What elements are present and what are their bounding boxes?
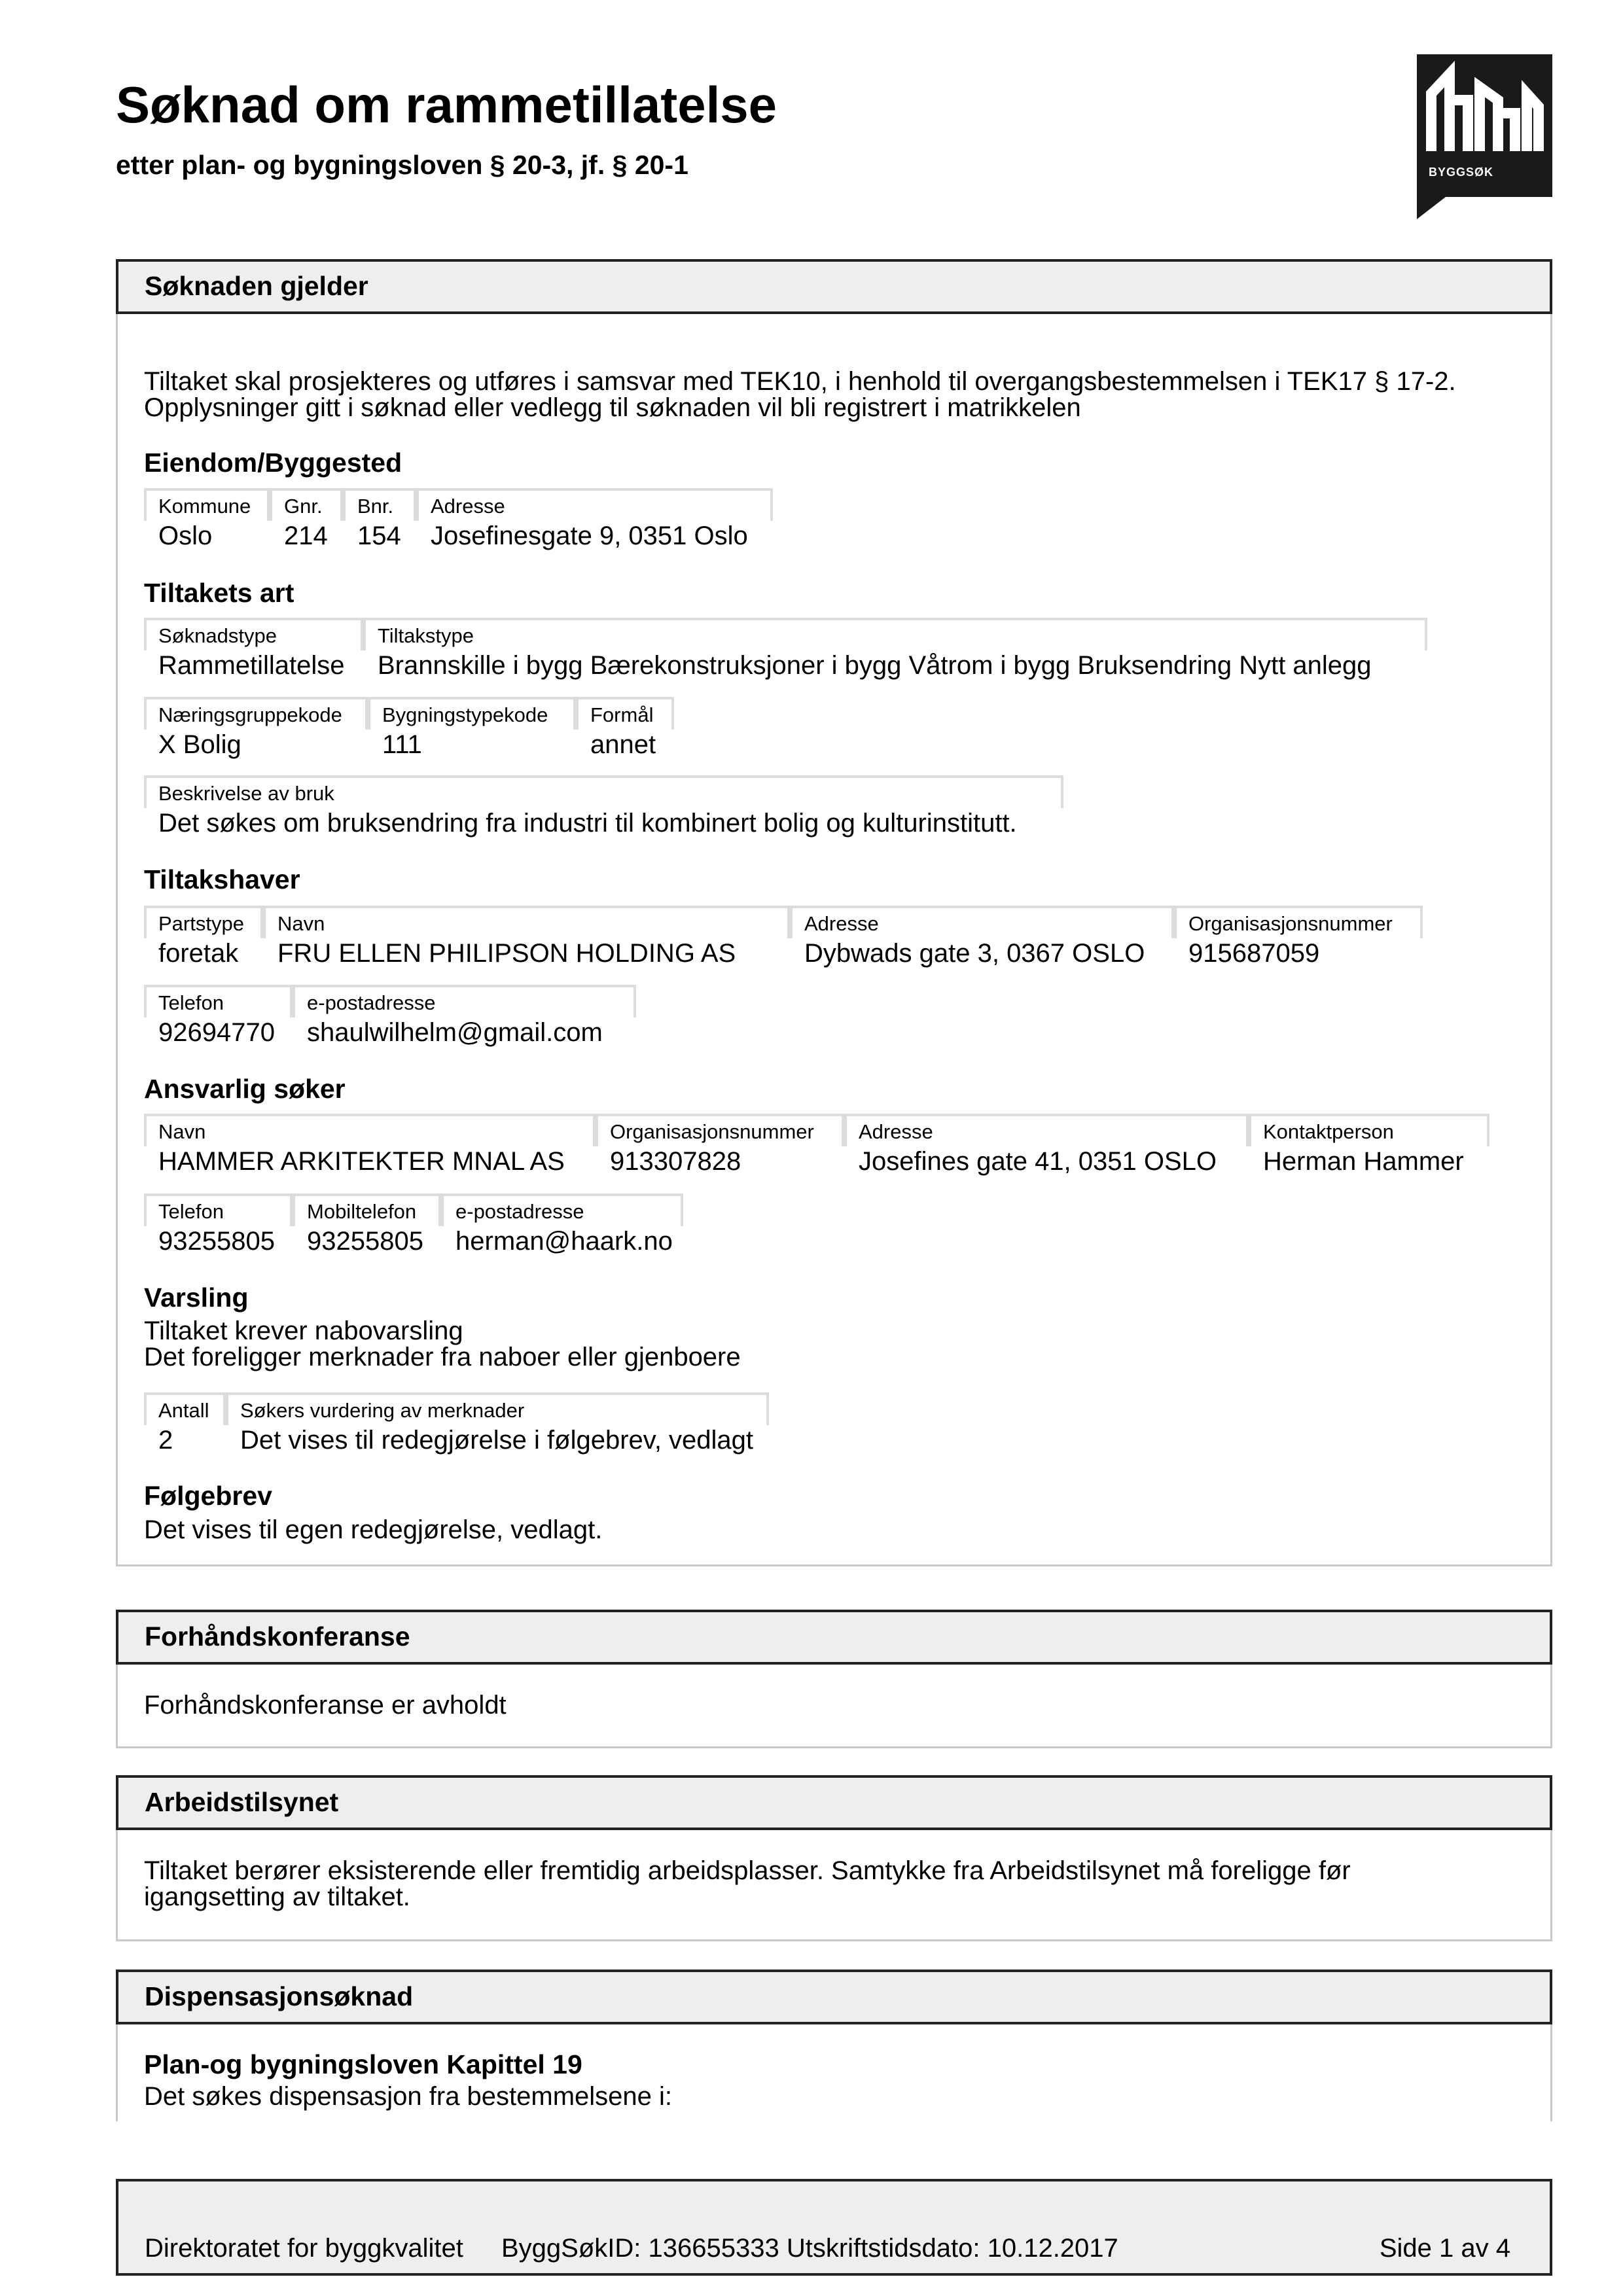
building-logo-icon: [1417, 54, 1552, 159]
as-epost-value: herman@haark.no: [455, 1227, 673, 1256]
eiendom-heading: Eiendom/Byggested: [144, 448, 402, 478]
section-header: [116, 1969, 1552, 2024]
as-epost-field: [441, 1193, 683, 1226]
gnr-field: [270, 488, 343, 521]
beskrivelse-value: Det søkes om bruksendring fra industri til kombinert bolig og kulturinstitutt.: [158, 809, 1017, 838]
logo-tab: [1417, 197, 1446, 219]
vurdering-value: Det vises til redegjørelse i følgebrev, vedlagt: [240, 1426, 754, 1455]
intro-line-1: Tiltaket skal prosjekteres og utføres i samsvar med TEK10, i henhold til overgangsbestemmelsen i TEK17 § 17-2.: [144, 367, 1456, 396]
as-kontakt-field: [1249, 1114, 1489, 1146]
tiltakstype-value: Brannskille i bygg Bærekonstruksjoner i bygg Våtrom i bygg Bruksendring Nytt anlegg: [378, 651, 1372, 680]
varsling-heading: Varsling: [144, 1282, 249, 1313]
naering-value: X Bolig: [158, 730, 241, 759]
section-heading: Dispensasjonsøknad: [145, 1981, 414, 2011]
th-telefon-field: [144, 985, 293, 1017]
as-mobil-field: [293, 1193, 441, 1226]
as-mobil-value: 93255805: [307, 1227, 423, 1256]
formal-value: annet: [590, 730, 656, 759]
as-adresse-value: Josefines gate 41, 0351 OSLO: [859, 1147, 1217, 1176]
as-orgnr-label: Organisasjonsnummer: [610, 1120, 814, 1143]
forhandskonferanse-text: Forhåndskonferanse er avholdt: [144, 1691, 507, 1720]
as-navn-field: [144, 1114, 596, 1146]
partstype-value: foretak: [158, 939, 239, 968]
soknadstype-field: [144, 618, 363, 650]
varsling-line-2: Det foreligger merknader fra naboer eller gjenboere: [144, 1343, 741, 1371]
section-heading: Arbeidstilsynet: [145, 1787, 339, 1817]
section-header: [116, 1775, 1552, 1830]
vurdering-label: Søkers vurdering av merknader: [240, 1399, 525, 1422]
bnr-label: Bnr.: [357, 495, 394, 518]
bnr-value: 154: [357, 521, 401, 550]
folgebrev-text: Det vises til egen redegjørelse, vedlagt.: [144, 1515, 603, 1544]
bygningstype-value: 111: [382, 730, 422, 759]
th-orgnr-field: [1174, 906, 1423, 938]
as-mobil-label: Mobiltelefon: [307, 1200, 417, 1223]
as-navn-label: Navn: [158, 1120, 206, 1143]
page-title: Søknad om rammetillatelse: [116, 76, 777, 133]
as-kontakt-label: Kontaktperson: [1263, 1120, 1394, 1143]
th-epost-label: e-postadresse: [307, 991, 436, 1014]
th-telefon-value: 92694770: [158, 1018, 275, 1047]
as-telefon-field: [144, 1193, 293, 1226]
section-header: [116, 1610, 1552, 1665]
section-header: [116, 259, 1552, 314]
footer-page: Side 1 av 4: [1379, 2234, 1510, 2263]
adresse-value: Josefinesgate 9, 0351 Oslo: [431, 521, 748, 550]
as-adresse-label: Adresse: [859, 1120, 933, 1143]
beskrivelse-label: Beskrivelse av bruk: [158, 782, 334, 805]
th-epost-value: shaulwilhelm@gmail.com: [307, 1018, 603, 1047]
as-epost-label: e-postadresse: [455, 1200, 584, 1223]
page-subtitle: etter plan- og bygningsloven § 20-3, jf. § 20-1: [116, 150, 688, 180]
tiltakstype-label: Tiltakstype: [378, 624, 474, 647]
naering-label: Næringsgruppekode: [158, 703, 342, 726]
page-footer: [116, 2179, 1552, 2276]
th-navn-label: Navn: [277, 912, 325, 935]
tiltakstype-field: [363, 618, 1427, 650]
tiltakshaver-heading: Tiltakshaver: [144, 864, 300, 894]
vurdering-field: [226, 1392, 769, 1425]
tiltakets-art-heading: Tiltakets art: [144, 578, 294, 608]
ansvarlig-heading: Ansvarlig søker: [144, 1074, 346, 1104]
section-dispensasjon: [116, 1969, 1552, 2121]
byggsok-logo: [1417, 54, 1552, 197]
logo-text: BYGGSØK: [1429, 166, 1494, 179]
as-orgnr-field: [596, 1114, 844, 1146]
antall-label: Antall: [158, 1399, 209, 1422]
partstype-label: Partstype: [158, 912, 244, 935]
th-orgnr-value: 915687059: [1188, 939, 1320, 968]
arbeidstilsynet-line-2: igangsetting av tiltaket.: [144, 1882, 410, 1911]
as-kontakt-value: Herman Hammer: [1263, 1147, 1464, 1176]
partstype-field: [144, 906, 263, 938]
as-telefon-value: 93255805: [158, 1227, 275, 1256]
as-telefon-label: Telefon: [158, 1200, 224, 1223]
formal-field: [576, 697, 674, 730]
footer-org: Direktoratet for byggkvalitet: [145, 2234, 463, 2263]
th-telefon-label: Telefon: [158, 991, 224, 1014]
arbeidstilsynet-line-1: Tiltaket berører eksisterende eller fremtidig arbeidsplasser. Samtykke fra Arbeidstilsynet må foreligge før: [144, 1856, 1351, 1885]
bnr-field: [343, 488, 416, 521]
antall-value: 2: [158, 1426, 173, 1455]
th-epost-field: [293, 985, 636, 1017]
section-forhandskonferanse: [116, 1610, 1552, 1748]
as-adresse-field: [844, 1114, 1249, 1146]
gnr-label: Gnr.: [284, 495, 323, 518]
section-heading: Søknaden gjelder: [145, 271, 368, 301]
as-orgnr-value: 913307828: [610, 1147, 741, 1176]
varsling-line-1: Tiltaket krever nabovarsling: [144, 1316, 463, 1345]
dispensasjon-subheading: Plan-og bygningsloven Kapittel 19: [144, 2049, 582, 2079]
bygningstype-label: Bygningstypekode: [382, 703, 548, 726]
intro-line-2: Opplysninger gitt i søknad eller vedlegg til søknaden vil bli registrert i matrikkelen: [144, 393, 1081, 422]
gnr-value: 214: [284, 521, 328, 550]
antall-field: [144, 1392, 226, 1425]
adresse-field: [416, 488, 773, 521]
footer-info: ByggSøkID: 136655333 Utskriftstidsdato: 10.12.2017: [501, 2234, 1118, 2263]
dispensasjon-text: Det søkes dispensasjon fra bestemmelsene i:: [144, 2082, 673, 2111]
th-orgnr-label: Organisasjonsnummer: [1188, 912, 1393, 935]
th-navn-field: [263, 906, 790, 938]
section-arbeidstilsynet: [116, 1775, 1552, 1941]
as-navn-value: HAMMER ARKITEKTER MNAL AS: [158, 1147, 565, 1176]
formal-label: Formål: [590, 703, 654, 726]
section-soknaden-gjelder: [116, 259, 1552, 1566]
kommune-label: Kommune: [158, 495, 251, 518]
th-adresse-field: [790, 906, 1174, 938]
kommune-value: Oslo: [158, 521, 213, 550]
folgebrev-heading: Følgebrev: [144, 1481, 272, 1511]
section-heading: Forhåndskonferanse: [145, 1621, 410, 1651]
adresse-label: Adresse: [431, 495, 505, 518]
soknadstype-value: Rammetillatelse: [158, 651, 345, 680]
th-navn-value: FRU ELLEN PHILIPSON HOLDING AS: [277, 939, 736, 968]
kommune-field: [144, 488, 270, 521]
th-adresse-value: Dybwads gate 3, 0367 OSLO: [804, 939, 1145, 968]
th-adresse-label: Adresse: [804, 912, 879, 935]
bygningstype-field: [368, 697, 576, 730]
beskrivelse-field: [144, 775, 1063, 808]
soknadstype-label: Søknadstype: [158, 624, 277, 647]
naering-field: [144, 697, 368, 730]
